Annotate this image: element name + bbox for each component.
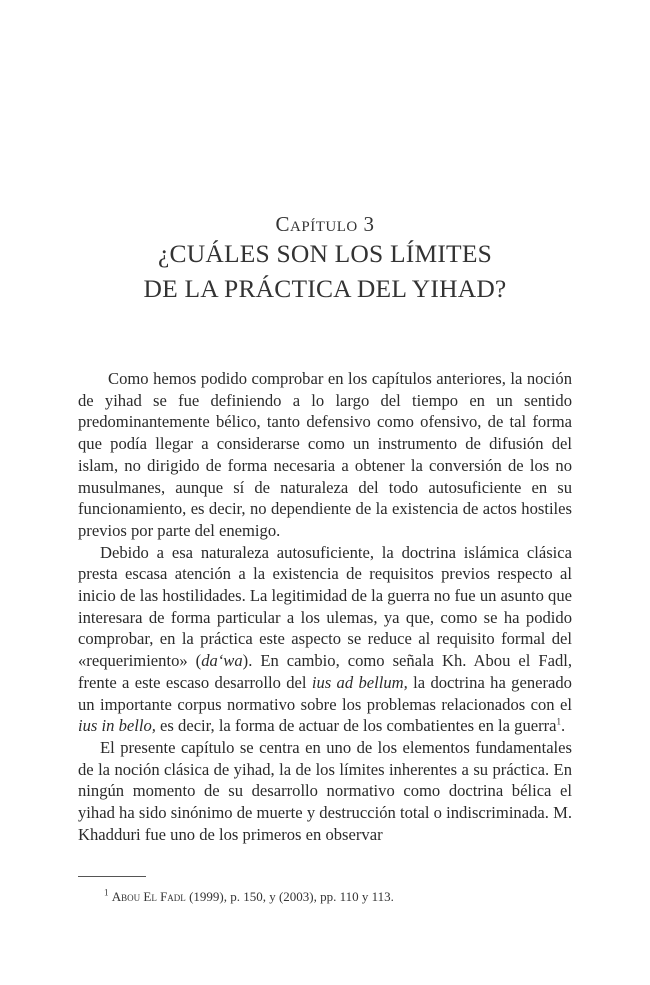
paragraph-2-text: ). En cambio, como señala Kh. Abou el Fadl, frente a este escaso desarrollo del [78, 651, 573, 692]
paragraph-2-text: Debido a esa naturaleza autosuficiente, la doctrina islámica clásica presta escasa atención a la existencia de requisitos previos respecto al inicio de las hostilidades. La legitimidad de la guerra no fue un asunto que interesara de forma particular a los ulemas, ya que, como se ha podido comprobar, en la práctica este aspecto se reduce al requisito formal del «requerimiento» ( [78, 542, 572, 671]
paragraph-1 [78, 368, 572, 542]
chapter-label: Capítulo 3 [275, 212, 375, 236]
paragraph-1-text: Como hemos podido comprobar en los capítulos anteriores, la noción de yihad se fue definiendo a lo largo del tiempo en un sentido predominantemente bélico, tanto defensivo como ofensivo, de tal forma que podía llegar a considerarse como un instrumento de difusión del islam, no dirigido de forma necesaria a obtener la conversión de los no musulmanes, aunque sí de naturaleza del todo autosuficiente en su funcionamiento, es decir, no dependiente de la existencia de actos hostiles previos por parte del enemigo. [78, 369, 572, 540]
term-ius-in-bello: ius in bello, [78, 716, 156, 736]
footnote-divider [78, 876, 146, 877]
paragraph-2-text: es decir, la forma de actuar de los combatientes en la guerra [155, 716, 557, 736]
paragraph-2-text: . [561, 716, 566, 736]
footnote-ref: 1 [556, 716, 562, 727]
term-dawa: da‘wa [201, 651, 243, 671]
paragraph-3-text: El presente capítulo se centra en uno de los elementos fundamentales de la noción clásica de yihad, la de los límites inherentes a su práctica. En ningún momento de su desarrollo normativo como doctrina bélica el yihad ha sido sinónimo de muerte y destrucción total o indiscriminada. M. Khadduri fue uno de los primeros en observar [78, 737, 572, 844]
footnote-author: Abou El Fadl [111, 889, 186, 904]
chapter-title-line-1: ¿CUÁLES SON LOS LÍMITES [158, 239, 492, 268]
chapter-title [0, 236, 650, 306]
paragraph-2-text: la doctrina ha generado un importante corpus normativo sobre los problemas relacionados con el [78, 672, 572, 714]
term-ius-ad-bellum: ius ad bellum, [311, 672, 408, 692]
footnote [78, 888, 572, 905]
paragraph-2 [78, 542, 572, 737]
body-text [78, 368, 572, 845]
chapter-title-line-2: DE LA PRÁCTICA DEL YIHAD? [143, 274, 507, 303]
paragraph-3 [78, 737, 572, 846]
footnote-number: 1 [104, 887, 109, 898]
footnote-text: (1999), p. 150, y (2003), pp. 110 y 113. [185, 889, 394, 904]
